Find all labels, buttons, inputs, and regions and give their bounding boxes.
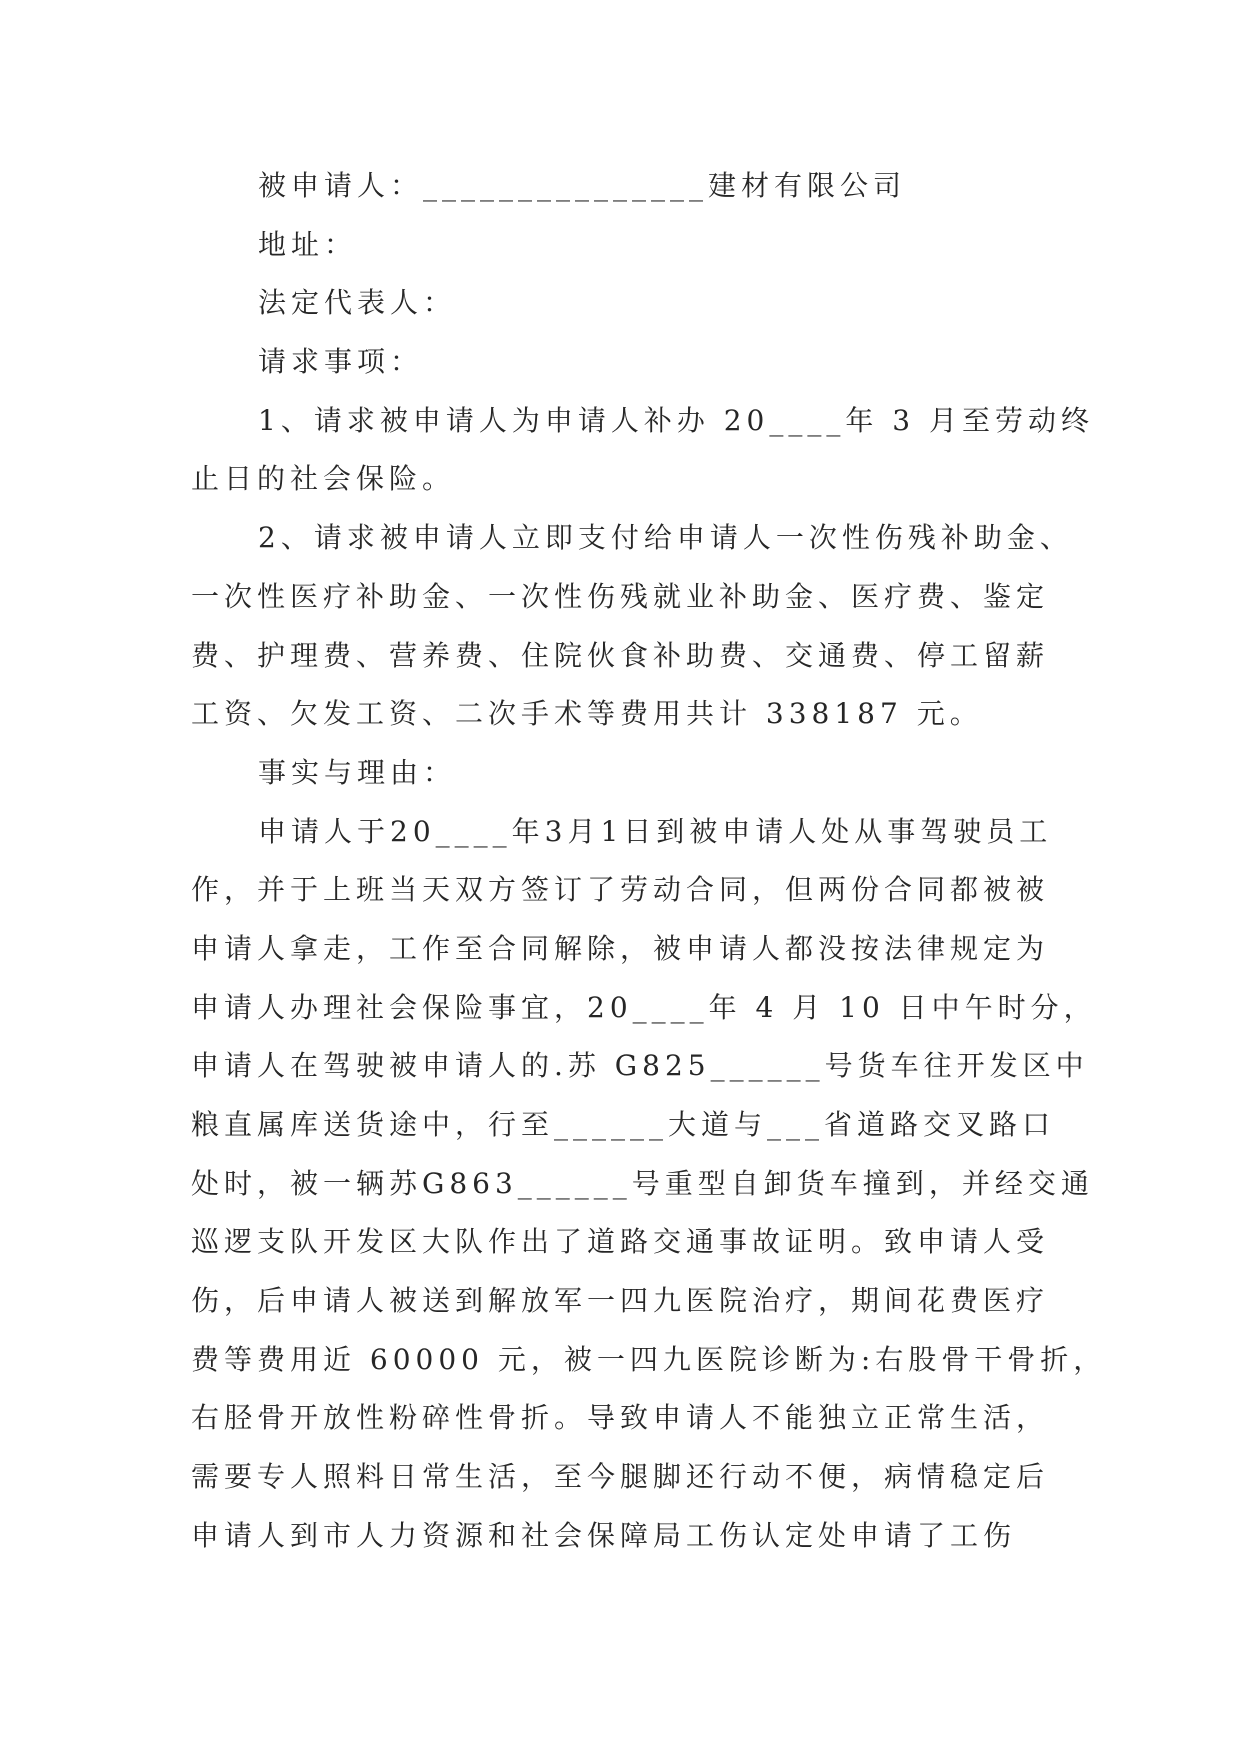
text-line: 工资、欠发工资、二次手术等费用共计 338187 元。 <box>191 697 983 731</box>
text-line: 巡逻支队开发区大队作出了道路交通事故证明。致申请人受 <box>191 1225 1050 1259</box>
heading-claims <box>191 333 1071 392</box>
text-line: 事实与理由： <box>258 755 457 789</box>
text-line: 作，并于上班当天双方签订了劳动合同，但两份合同都被被 <box>191 873 1050 907</box>
text-line: 被申请人：_______________建材有限公司 <box>258 169 907 202</box>
text-line: 2、请求被申请人立即支付给申请人一次性伤残补助金、 <box>258 521 1073 555</box>
text-line: 右胫骨开放性粉碎性骨折。导致申请人不能独立正常生活， <box>191 1401 1050 1435</box>
text-line: 申请人于20____年3月1日到被申请人处从事驾驶员工 <box>258 814 1053 848</box>
document-body <box>191 157 1107 1566</box>
text-line: 粮直属库送货途中，行至______大道与___省道路交叉路口 <box>191 1108 1056 1141</box>
heading-facts-and-reasons <box>191 744 1071 803</box>
paragraph-claim-2 <box>191 509 1071 744</box>
text-line: 法定代表人： <box>258 286 457 320</box>
text-line: 处时，被一辆苏G863______号重型自卸货车撞到，并经交通 <box>191 1166 1094 1200</box>
paragraph-respondent <box>191 157 1071 216</box>
text-line: 申请人在驾驶被申请人的.苏 G825______号货车往开发区中 <box>191 1049 1089 1083</box>
text-line: 请求事项： <box>258 345 424 379</box>
text-line: 申请人拿走，工作至合同解除，被申请人都没按法律规定为 <box>191 931 1050 965</box>
paragraph-address <box>191 216 1071 275</box>
text-line: 费、护理费、营养费、住院伙食补助费、交通费、停工留薪 <box>191 638 1050 672</box>
text-line: 申请人办理社会保险事宜，20____年 4 月 10 日中午时分， <box>191 990 1097 1024</box>
paragraph-facts <box>191 803 1107 1566</box>
text-line: 申请人到市人力资源和社会保障局工伤认定处申请了工伤 <box>191 1518 1017 1552</box>
text-line: 止日的社会保险。 <box>191 462 456 496</box>
paragraph-legal-representative <box>191 274 1071 333</box>
text-line: 费等费用近 60000 元，被一四九医院诊断为:右股骨干骨折， <box>191 1342 1107 1376</box>
text-line: 一次性医疗补助金、一次性伤残就业补助金、医疗费、鉴定 <box>191 579 1050 613</box>
text-line: 1、请求被申请人为申请人补办 20____年 3 月至劳动终 <box>258 403 1094 437</box>
paragraph-claim-1 <box>191 392 1094 509</box>
text-line: 需要专人照料日常生活，至今腿脚还行动不便，病情稳定后 <box>191 1460 1050 1494</box>
text-line: 地址： <box>258 227 358 261</box>
text-line: 伤，后申请人被送到解放军一四九医院治疗，期间花费医疗 <box>191 1284 1050 1318</box>
